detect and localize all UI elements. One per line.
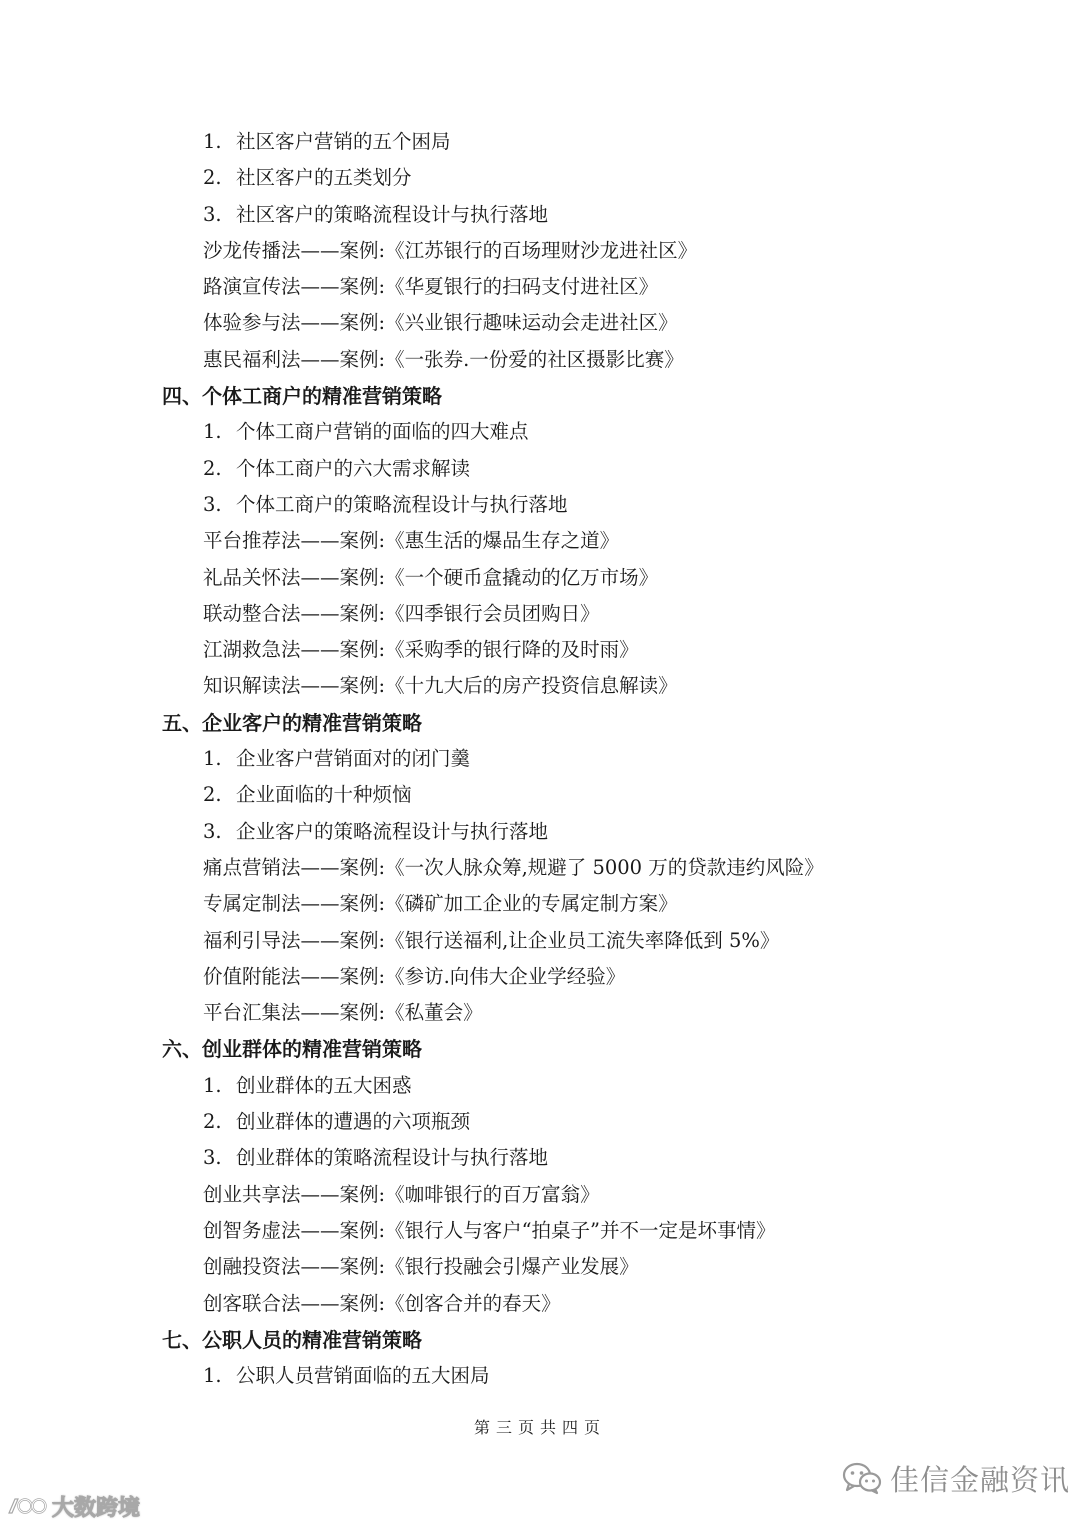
item-text: 创业群体的策略流程设计与执行落地 bbox=[236, 1146, 549, 1170]
document-body bbox=[0, 124, 1080, 1394]
numbered-item bbox=[0, 487, 1080, 523]
section-heading: 六、创业群体的精准营销策略 bbox=[162, 1037, 422, 1062]
item-text: 创业群体的遭遇的六项瓶颈 bbox=[236, 1110, 471, 1134]
item-text: 个体工商户营销的面临的四大难点 bbox=[236, 420, 529, 444]
method-case-line: 专属定制法——案例:《磷矿加工企业的专属定制方案》 bbox=[203, 892, 678, 916]
numbered-item bbox=[0, 414, 1080, 450]
watermark-left bbox=[6, 1491, 140, 1521]
method-case-line: 路演宣传法——案例:《华夏银行的扫码支付进社区》 bbox=[203, 275, 659, 299]
section-heading: 五、企业客户的精准营销策略 bbox=[162, 710, 422, 735]
method-case-line: 创融投资法——案例:《银行投融会引爆产业发展》 bbox=[203, 1255, 639, 1279]
item-text: 社区客户的五类划分 bbox=[236, 166, 412, 190]
item-text: 企业客户的策略流程设计与执行落地 bbox=[236, 819, 549, 843]
item-number: 1. bbox=[203, 420, 222, 444]
watermark-right bbox=[842, 1458, 1070, 1498]
numbered-item bbox=[0, 1358, 1080, 1394]
method-case-line: 平台汇集法——案例:《私董会》 bbox=[203, 1001, 483, 1025]
item-number: 3. bbox=[203, 202, 222, 226]
item-text: 个体工商户的六大需求解读 bbox=[236, 456, 471, 480]
item-number: 3. bbox=[203, 1146, 222, 1170]
numbered-item bbox=[0, 814, 1080, 850]
item-number: 1. bbox=[203, 747, 222, 771]
method-case-line: 平台推荐法——案例:《惠生活的爆品生存之道》 bbox=[203, 529, 620, 553]
item-text: 创业群体的五大困惑 bbox=[236, 1073, 412, 1097]
item-number: 1. bbox=[203, 1073, 222, 1097]
method-case-line: 创智务虚法——案例:《银行人与客户“拍桌子”并不一定是坏事情》 bbox=[203, 1218, 776, 1242]
numbered-item bbox=[0, 777, 1080, 813]
item-number: 2. bbox=[203, 456, 222, 480]
method-case-line: 福利引导法——案例:《银行送福利,让企业员工流失率降低到 5%》 bbox=[203, 928, 780, 952]
item-text: 企业面临的十种烦恼 bbox=[236, 783, 412, 807]
method-case-line: 价值附能法——案例:《参访.向伟大企业学经验》 bbox=[203, 964, 626, 988]
numbered-item bbox=[0, 451, 1080, 487]
item-text: 社区客户的策略流程设计与执行落地 bbox=[236, 202, 549, 226]
wechat-icon bbox=[842, 1461, 882, 1495]
item-number: 2. bbox=[203, 1110, 222, 1134]
method-case-line: 创客联合法——案例:《创客合并的春天》 bbox=[203, 1291, 561, 1315]
method-case-line: 江湖救急法——案例:《采购季的银行降的及时雨》 bbox=[203, 638, 639, 662]
item-text: 社区客户营销的五个困局 bbox=[236, 130, 451, 153]
method-case-line: 惠民福利法——案例:《一张券.一份爱的社区摄影比赛》 bbox=[203, 347, 684, 371]
numbered-item bbox=[0, 1068, 1080, 1104]
item-text: 个体工商户的策略流程设计与执行落地 bbox=[236, 492, 568, 516]
item-number: 3. bbox=[203, 492, 222, 516]
item-text: 公职人员营销面临的五大困局 bbox=[236, 1364, 490, 1388]
method-case-line: 体验参与法——案例:《兴业银行趣味运动会走进社区》 bbox=[203, 311, 678, 335]
numbered-item bbox=[0, 124, 1080, 160]
numbered-item bbox=[0, 160, 1080, 196]
section-heading: 四、个体工商户的精准营销策略 bbox=[162, 384, 442, 409]
method-case-line: 知识解读法——案例:《十九大后的房产投资信息解读》 bbox=[203, 674, 678, 698]
method-case-line: 联动整合法——案例:《四季银行会员团购日》 bbox=[203, 601, 600, 625]
item-number: 1. bbox=[203, 1364, 222, 1388]
numbered-item bbox=[0, 197, 1080, 233]
watermark-right-text: 佳信金融资讯 bbox=[890, 1462, 1071, 1497]
item-number: 1. bbox=[203, 130, 222, 153]
item-number: 2. bbox=[203, 783, 222, 807]
numbered-item bbox=[0, 1140, 1080, 1176]
method-case-line: 创业共享法——案例:《咖啡银行的百万富翁》 bbox=[203, 1182, 600, 1206]
page-footer: 第三页共四页 bbox=[473, 1418, 606, 1437]
method-case-line: 礼品关怀法——案例:《一个硬币盒撬动的亿万市场》 bbox=[203, 565, 659, 589]
watermark-left-text: 大数跨境 bbox=[52, 1495, 141, 1521]
item-number: 3. bbox=[203, 819, 222, 843]
method-case-line: 沙龙传播法——案例:《江苏银行的百场理财沙龙进社区》 bbox=[203, 238, 698, 262]
section-heading: 七、公职人员的精准营销策略 bbox=[162, 1327, 422, 1352]
item-text: 企业客户营销面对的闭门羹 bbox=[236, 747, 471, 771]
numbered-item bbox=[0, 1104, 1080, 1140]
method-case-line: 痛点营销法——案例:《一次人脉众筹,规避了 5000 万的贷款违约风险》 bbox=[203, 855, 824, 879]
item-number: 2. bbox=[203, 166, 222, 190]
numbered-item bbox=[0, 741, 1080, 777]
brand-logo-icon bbox=[6, 1495, 48, 1517]
